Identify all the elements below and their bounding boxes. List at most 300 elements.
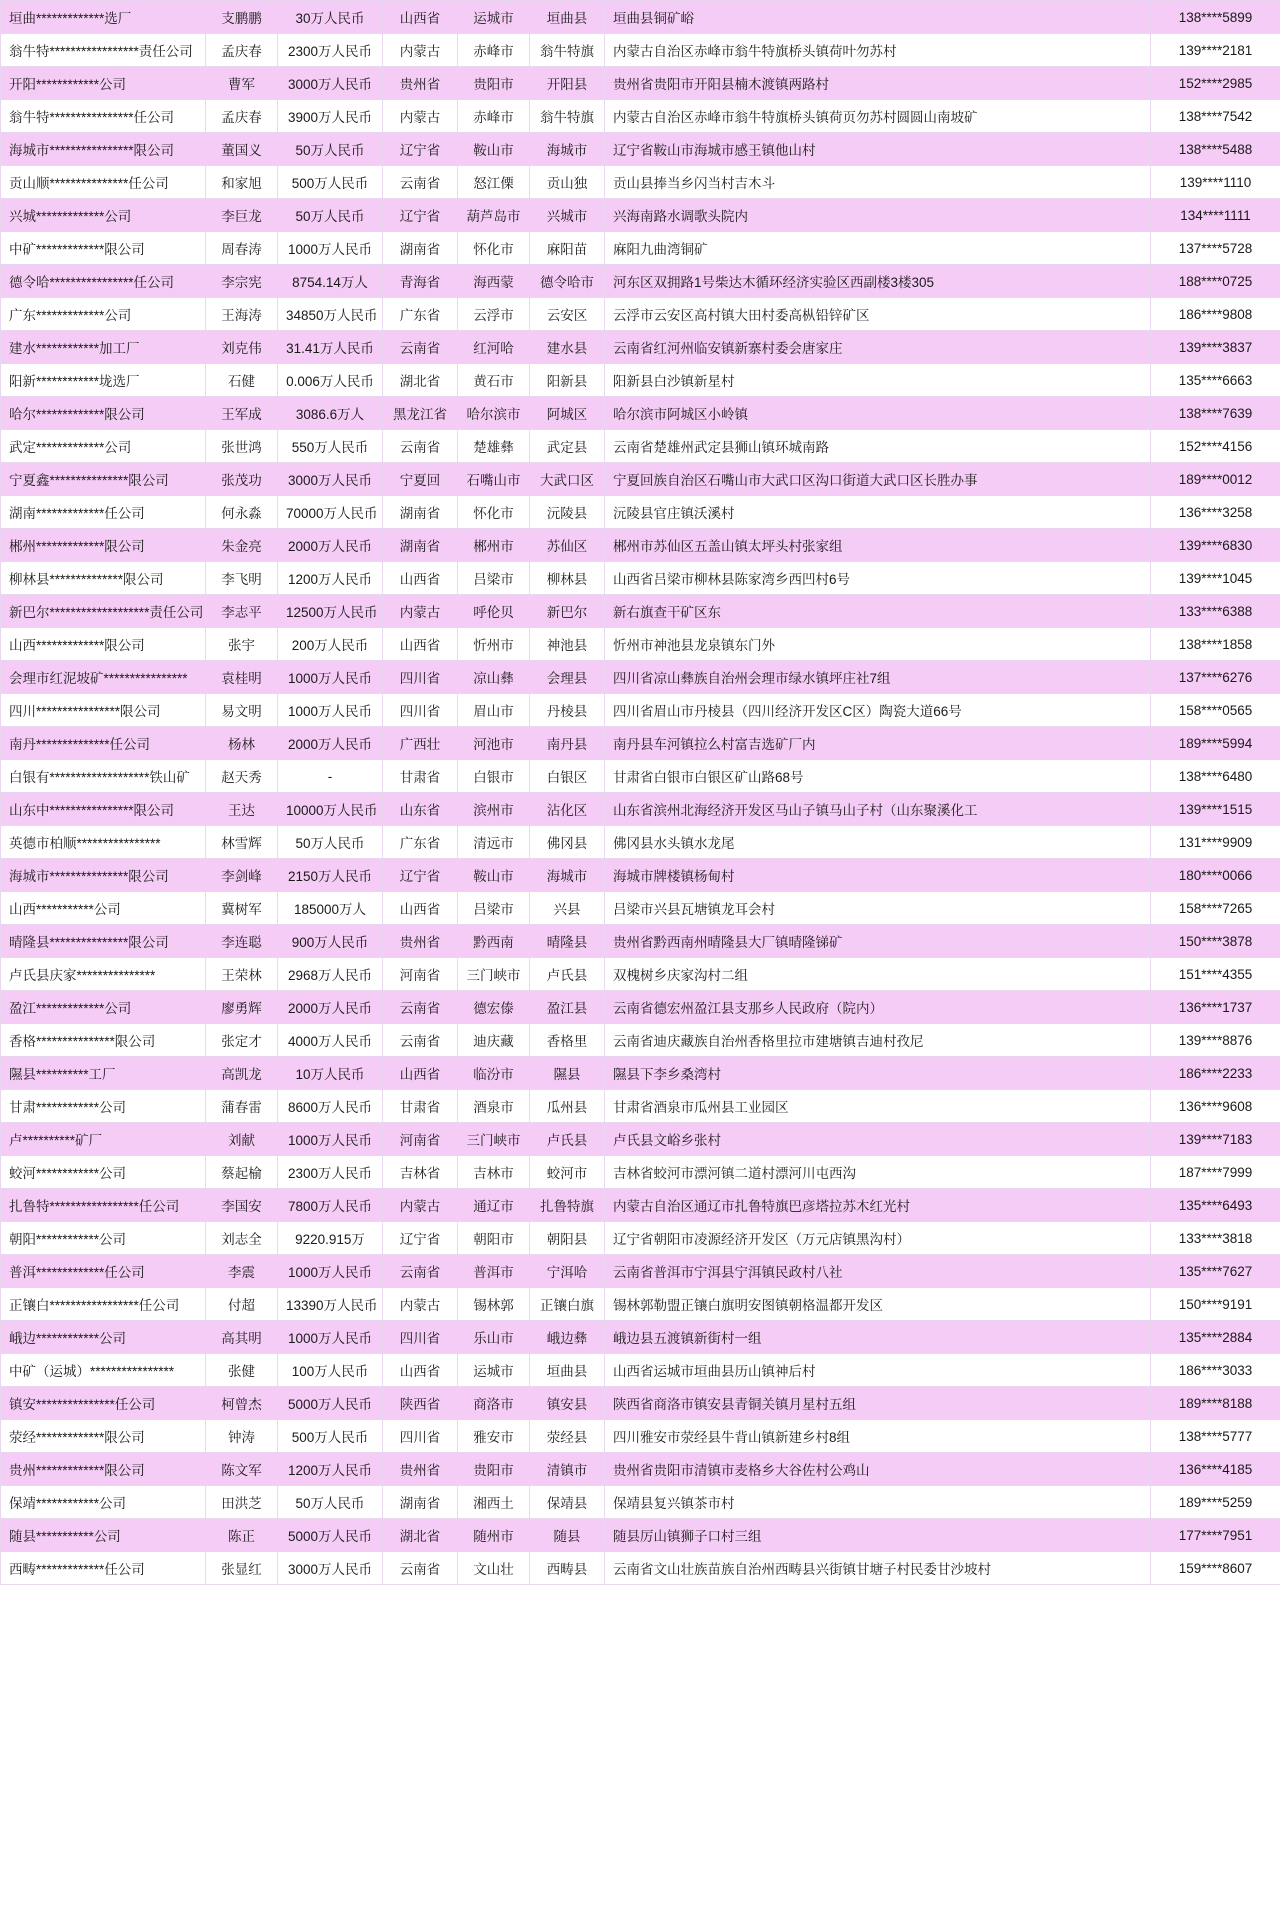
table-row (1, 1420, 1280, 1453)
table-row (1, 166, 1280, 199)
cell-capital: 50万人民币 (278, 133, 383, 166)
cell-province: 黑龙江省 (383, 397, 458, 430)
cell-address: 山东省滨州北海经济开发区马山子镇马山子村（山东聚溪化工 (605, 793, 1151, 826)
cell-province: 云南省 (383, 991, 458, 1024)
cell-province: 云南省 (383, 1552, 458, 1585)
cell-city: 德宏傣 (458, 991, 530, 1024)
cell-phone: 135****7627 (1151, 1255, 1280, 1288)
cell-province: 四川省 (383, 1321, 458, 1354)
cell-province: 河南省 (383, 1123, 458, 1156)
cell-city: 怒江傈 (458, 166, 530, 199)
cell-province: 云南省 (383, 1024, 458, 1057)
table-row (1, 67, 1280, 100)
cell-province: 山东省 (383, 793, 458, 826)
cell-capital: 70000万人民币 (278, 496, 383, 529)
cell-person: 王荣林 (206, 958, 278, 991)
cell-capital: 185000万人 (278, 892, 383, 925)
cell-province: 山西省 (383, 892, 458, 925)
cell-phone: 139****1045 (1151, 562, 1280, 595)
cell-city: 鞍山市 (458, 133, 530, 166)
cell-province: 贵州省 (383, 1453, 458, 1486)
cell-name: 扎鲁特*****************任公司 (1, 1189, 206, 1222)
cell-province: 青海省 (383, 265, 458, 298)
cell-county: 峨边彝 (530, 1321, 605, 1354)
cell-person: 冀树军 (206, 892, 278, 925)
cell-province: 宁夏回 (383, 463, 458, 496)
cell-address: 贡山县捧当乡闪当村吉木斗 (605, 166, 1151, 199)
cell-city: 吉林市 (458, 1156, 530, 1189)
cell-province: 云南省 (383, 166, 458, 199)
cell-name: 海城市****************限公司 (1, 133, 206, 166)
cell-province: 山西省 (383, 1354, 458, 1387)
cell-capital: 4000万人民币 (278, 1024, 383, 1057)
cell-province: 云南省 (383, 1255, 458, 1288)
cell-county: 翁牛特旗 (530, 34, 605, 67)
cell-capital: - (278, 760, 383, 793)
cell-capital: 2300万人民币 (278, 34, 383, 67)
cell-address: 吉林省蛟河市漂河镇二道村漂河川屯西沟 (605, 1156, 1151, 1189)
cell-person: 张世鸿 (206, 430, 278, 463)
cell-province: 山西省 (383, 1057, 458, 1090)
cell-city: 清远市 (458, 826, 530, 859)
cell-province: 贵州省 (383, 67, 458, 100)
cell-name: 建水************加工厂 (1, 331, 206, 364)
cell-name: 武定*************公司 (1, 430, 206, 463)
cell-capital: 8754.14万人 (278, 265, 383, 298)
cell-address: 内蒙古自治区通辽市扎鲁特旗巴彦塔拉苏木红光村 (605, 1189, 1151, 1222)
table-row (1, 859, 1280, 892)
cell-address: 随县厉山镇狮子口村三组 (605, 1519, 1151, 1552)
cell-address: 贵州省贵阳市清镇市麦格乡大谷佐村公鸡山 (605, 1453, 1151, 1486)
table-row (1, 298, 1280, 331)
cell-person: 刘克伟 (206, 331, 278, 364)
cell-person: 朱金亮 (206, 529, 278, 562)
cell-name: 贡山顺***************任公司 (1, 166, 206, 199)
table-row (1, 793, 1280, 826)
cell-city: 运城市 (458, 1354, 530, 1387)
cell-city: 滨州市 (458, 793, 530, 826)
table-row (1, 1453, 1280, 1486)
cell-capital: 31.41万人民币 (278, 331, 383, 364)
table-row (1, 232, 1280, 265)
table-row (1, 1387, 1280, 1420)
table-row (1, 1057, 1280, 1090)
cell-person: 何永淼 (206, 496, 278, 529)
cell-province: 辽宁省 (383, 199, 458, 232)
table-row (1, 133, 1280, 166)
cell-address: 四川省凉山彝族自治州会理市绿水镇坪庄社7组 (605, 661, 1151, 694)
cell-capital: 2000万人民币 (278, 727, 383, 760)
cell-address: 内蒙古自治区赤峰市翁牛特旗桥头镇荷页勿苏村圆圆山南坡矿 (605, 100, 1151, 133)
cell-city: 吕梁市 (458, 892, 530, 925)
cell-county: 兴县 (530, 892, 605, 925)
cell-name: 晴隆县***************限公司 (1, 925, 206, 958)
cell-name: 镇安***************任公司 (1, 1387, 206, 1420)
cell-address: 宁夏回族自治区石嘴山市大武口区沟口街道大武口区长胜办事 (605, 463, 1151, 496)
cell-capital: 10000万人民币 (278, 793, 383, 826)
cell-address: 云南省红河州临安镇新寨村委会唐家庄 (605, 331, 1151, 364)
cell-province: 湖南省 (383, 1486, 458, 1519)
cell-person: 陈文军 (206, 1453, 278, 1486)
cell-name: 新巴尔*******************责任公司 (1, 595, 206, 628)
cell-name: 德令哈****************任公司 (1, 265, 206, 298)
cell-name: 白银有*******************铁山矿 (1, 760, 206, 793)
cell-capital: 1000万人民币 (278, 694, 383, 727)
cell-province: 湖南省 (383, 232, 458, 265)
cell-county: 卢氏县 (530, 958, 605, 991)
cell-province: 辽宁省 (383, 859, 458, 892)
cell-county: 扎鲁特旗 (530, 1189, 605, 1222)
cell-address: 海城市牌楼镇杨甸村 (605, 859, 1151, 892)
cell-address: 云南省普洱市宁洱县宁洱镇民政村八社 (605, 1255, 1151, 1288)
cell-address: 贵州省贵阳市开阳县楠木渡镇两路村 (605, 67, 1151, 100)
cell-name: 卢**********矿厂 (1, 1123, 206, 1156)
cell-address: 阳新县白沙镇新星村 (605, 364, 1151, 397)
cell-province: 河南省 (383, 958, 458, 991)
table-row (1, 562, 1280, 595)
cell-person: 陈正 (206, 1519, 278, 1552)
cell-person: 高凯龙 (206, 1057, 278, 1090)
cell-person: 林雪辉 (206, 826, 278, 859)
cell-person: 柯曾杰 (206, 1387, 278, 1420)
cell-city: 赤峰市 (458, 34, 530, 67)
cell-name: 正镶白*****************任公司 (1, 1288, 206, 1321)
cell-capital: 5000万人民币 (278, 1519, 383, 1552)
cell-county: 沅陵县 (530, 496, 605, 529)
company-table-body (1, 1, 1280, 1585)
cell-county: 卢氏县 (530, 1123, 605, 1156)
cell-address: 四川雅安市荥经县牛背山镇新建乡村8组 (605, 1420, 1151, 1453)
cell-name: 垣曲*************选厂 (1, 1, 206, 34)
cell-name: 隰县**********工厂 (1, 1057, 206, 1090)
cell-province: 内蒙古 (383, 1288, 458, 1321)
cell-province: 山西省 (383, 562, 458, 595)
cell-address: 新右旗查干矿区东 (605, 595, 1151, 628)
table-row (1, 1090, 1280, 1123)
cell-county: 镇安县 (530, 1387, 605, 1420)
cell-person: 田洪芝 (206, 1486, 278, 1519)
cell-phone: 139****8876 (1151, 1024, 1280, 1057)
cell-name: 蛟河************公司 (1, 1156, 206, 1189)
cell-address: 云南省迪庆藏族自治州香格里拉市建塘镇吉迪村孜尼 (605, 1024, 1151, 1057)
cell-name: 贵州*************限公司 (1, 1453, 206, 1486)
cell-county: 云安区 (530, 298, 605, 331)
cell-capital: 50万人民币 (278, 199, 383, 232)
cell-province: 内蒙古 (383, 34, 458, 67)
cell-address: 云南省文山壮族苗族自治州西畴县兴街镇甘塘子村民委甘沙坡村 (605, 1552, 1151, 1585)
table-row (1, 463, 1280, 496)
cell-capital: 2968万人民币 (278, 958, 383, 991)
cell-address: 双槐树乡庆家沟村二组 (605, 958, 1151, 991)
cell-province: 吉林省 (383, 1156, 458, 1189)
cell-person: 蒲春雷 (206, 1090, 278, 1123)
cell-address: 隰县下李乡桑湾村 (605, 1057, 1151, 1090)
cell-person: 高其明 (206, 1321, 278, 1354)
cell-county: 丹棱县 (530, 694, 605, 727)
cell-person: 张定才 (206, 1024, 278, 1057)
cell-capital: 2000万人民币 (278, 991, 383, 1024)
cell-province: 四川省 (383, 694, 458, 727)
cell-county: 麻阳苗 (530, 232, 605, 265)
cell-city: 临汾市 (458, 1057, 530, 1090)
cell-county: 贡山独 (530, 166, 605, 199)
table-row (1, 529, 1280, 562)
cell-name: 宁夏鑫***************限公司 (1, 463, 206, 496)
cell-county: 正镶白旗 (530, 1288, 605, 1321)
cell-capital: 500万人民币 (278, 1420, 383, 1453)
cell-address: 麻阳九曲湾铜矿 (605, 232, 1151, 265)
cell-person: 曹军 (206, 67, 278, 100)
cell-city: 白银市 (458, 760, 530, 793)
cell-city: 哈尔滨市 (458, 397, 530, 430)
cell-city: 赤峰市 (458, 100, 530, 133)
cell-phone: 137****5728 (1151, 232, 1280, 265)
cell-person: 张显红 (206, 1552, 278, 1585)
cell-province: 广东省 (383, 298, 458, 331)
cell-city: 石嘴山市 (458, 463, 530, 496)
cell-name: 兴城*************公司 (1, 199, 206, 232)
cell-county: 保靖县 (530, 1486, 605, 1519)
table-row (1, 1288, 1280, 1321)
cell-person: 蔡起榆 (206, 1156, 278, 1189)
cell-person: 李剑峰 (206, 859, 278, 892)
cell-capital: 2000万人民币 (278, 529, 383, 562)
cell-county: 盈江县 (530, 991, 605, 1024)
cell-city: 贵阳市 (458, 1453, 530, 1486)
cell-address: 垣曲县铜矿峪 (605, 1, 1151, 34)
cell-person: 支鹏鹏 (206, 1, 278, 34)
cell-phone: 158****0565 (1151, 694, 1280, 727)
cell-address: 四川省眉山市丹棱县（四川经济开发区C区）陶瓷大道66号 (605, 694, 1151, 727)
cell-name: 阳新************垅选厂 (1, 364, 206, 397)
cell-name: 山东中****************限公司 (1, 793, 206, 826)
cell-phone: 139****7183 (1151, 1123, 1280, 1156)
table-row (1, 958, 1280, 991)
cell-phone: 188****0725 (1151, 265, 1280, 298)
cell-person: 孟庆春 (206, 34, 278, 67)
cell-phone: 138****1858 (1151, 628, 1280, 661)
table-row (1, 1354, 1280, 1387)
cell-person: 周春涛 (206, 232, 278, 265)
cell-city: 怀化市 (458, 496, 530, 529)
table-row (1, 1156, 1280, 1189)
cell-city: 三门峡市 (458, 958, 530, 991)
cell-county: 德令哈市 (530, 265, 605, 298)
cell-address: 哈尔滨市阿城区小岭镇 (605, 397, 1151, 430)
cell-person: 刘献 (206, 1123, 278, 1156)
cell-capital: 200万人民币 (278, 628, 383, 661)
cell-address: 山西省吕梁市柳林县陈家湾乡西凹村6号 (605, 562, 1151, 595)
cell-county: 香格里 (530, 1024, 605, 1057)
cell-county: 兴城市 (530, 199, 605, 232)
cell-capital: 1000万人民币 (278, 232, 383, 265)
cell-county: 会理县 (530, 661, 605, 694)
cell-province: 四川省 (383, 1420, 458, 1453)
cell-capital: 550万人民币 (278, 430, 383, 463)
cell-phone: 189****5994 (1151, 727, 1280, 760)
cell-address: 锡林郭勒盟正镶白旗明安图镇朝格温都开发区 (605, 1288, 1151, 1321)
cell-address: 甘肃省白银市白银区矿山路68号 (605, 760, 1151, 793)
cell-county: 南丹县 (530, 727, 605, 760)
table-row (1, 661, 1280, 694)
cell-name: 会理市红泥坡矿**************** (1, 661, 206, 694)
cell-city: 运城市 (458, 1, 530, 34)
cell-phone: 139****1110 (1151, 166, 1280, 199)
cell-phone: 139****6830 (1151, 529, 1280, 562)
cell-address: 云南省德宏州盈江县支那乡人民政府（院内） (605, 991, 1151, 1024)
cell-province: 广东省 (383, 826, 458, 859)
cell-city: 葫芦岛市 (458, 199, 530, 232)
cell-capital: 1000万人民币 (278, 1321, 383, 1354)
cell-city: 乐山市 (458, 1321, 530, 1354)
cell-capital: 1000万人民币 (278, 1123, 383, 1156)
cell-phone: 150****3878 (1151, 925, 1280, 958)
table-row (1, 760, 1280, 793)
cell-address: 吕梁市兴县瓦塘镇龙耳会村 (605, 892, 1151, 925)
cell-name: 普洱*************任公司 (1, 1255, 206, 1288)
table-row (1, 892, 1280, 925)
cell-name: 卢氏县庆家*************** (1, 958, 206, 991)
cell-county: 阳新县 (530, 364, 605, 397)
cell-phone: 151****4355 (1151, 958, 1280, 991)
cell-county: 西畴县 (530, 1552, 605, 1585)
cell-address: 南丹县车河镇拉么村富吉选矿厂内 (605, 727, 1151, 760)
cell-city: 吕梁市 (458, 562, 530, 595)
cell-county: 建水县 (530, 331, 605, 364)
cell-name: 中矿（运城）**************** (1, 1354, 206, 1387)
cell-name: 哈尔*************限公司 (1, 397, 206, 430)
cell-province: 陕西省 (383, 1387, 458, 1420)
cell-city: 怀化市 (458, 232, 530, 265)
cell-county: 宁洱哈 (530, 1255, 605, 1288)
cell-city: 黔西南 (458, 925, 530, 958)
cell-name: 翁牛特****************任公司 (1, 100, 206, 133)
cell-phone: 152****2985 (1151, 67, 1280, 100)
cell-province: 内蒙古 (383, 1189, 458, 1222)
cell-capital: 0.006万人民币 (278, 364, 383, 397)
cell-capital: 100万人民币 (278, 1354, 383, 1387)
table-row (1, 1552, 1280, 1585)
cell-city: 商洛市 (458, 1387, 530, 1420)
cell-name: 保靖************公司 (1, 1486, 206, 1519)
cell-province: 甘肃省 (383, 760, 458, 793)
cell-city: 普洱市 (458, 1255, 530, 1288)
cell-county: 柳林县 (530, 562, 605, 595)
cell-name: 开阳************公司 (1, 67, 206, 100)
cell-city: 贵阳市 (458, 67, 530, 100)
table-row (1, 1, 1280, 34)
cell-phone: 189****0012 (1151, 463, 1280, 496)
cell-person: 李飞明 (206, 562, 278, 595)
cell-name: 朝阳************公司 (1, 1222, 206, 1255)
cell-address: 忻州市神池县龙泉镇东门外 (605, 628, 1151, 661)
cell-capital: 3000万人民币 (278, 67, 383, 100)
cell-city: 郴州市 (458, 529, 530, 562)
table-row (1, 1123, 1280, 1156)
cell-province: 辽宁省 (383, 133, 458, 166)
table-row (1, 1024, 1280, 1057)
cell-name: 甘肃************公司 (1, 1090, 206, 1123)
cell-name: 海城市***************限公司 (1, 859, 206, 892)
table-row (1, 595, 1280, 628)
cell-capital: 3000万人民币 (278, 1552, 383, 1585)
cell-address: 佛冈县水头镇水龙尾 (605, 826, 1151, 859)
cell-person: 张健 (206, 1354, 278, 1387)
cell-capital: 900万人民币 (278, 925, 383, 958)
cell-city: 云浮市 (458, 298, 530, 331)
cell-city: 湘西土 (458, 1486, 530, 1519)
cell-person: 李巨龙 (206, 199, 278, 232)
cell-name: 翁牛特*****************责任公司 (1, 34, 206, 67)
cell-county: 随县 (530, 1519, 605, 1552)
cell-address: 卢氏县文峪乡张村 (605, 1123, 1151, 1156)
cell-person: 李宗宪 (206, 265, 278, 298)
cell-name: 南丹**************任公司 (1, 727, 206, 760)
cell-name: 郴州*************限公司 (1, 529, 206, 562)
cell-city: 锡林郭 (458, 1288, 530, 1321)
cell-county: 神池县 (530, 628, 605, 661)
cell-person: 赵天秀 (206, 760, 278, 793)
cell-capital: 12500万人民币 (278, 595, 383, 628)
cell-phone: 138****7639 (1151, 397, 1280, 430)
cell-person: 钟涛 (206, 1420, 278, 1453)
cell-name: 四川****************限公司 (1, 694, 206, 727)
cell-person: 付超 (206, 1288, 278, 1321)
cell-county: 清镇市 (530, 1453, 605, 1486)
cell-city: 红河哈 (458, 331, 530, 364)
cell-province: 甘肃省 (383, 1090, 458, 1123)
table-row (1, 925, 1280, 958)
cell-address: 沅陵县官庄镇沃溪村 (605, 496, 1151, 529)
cell-capital: 30万人民币 (278, 1, 383, 34)
cell-person: 李震 (206, 1255, 278, 1288)
cell-city: 朝阳市 (458, 1222, 530, 1255)
cell-person: 孟庆春 (206, 100, 278, 133)
cell-person: 王军成 (206, 397, 278, 430)
table-row (1, 1486, 1280, 1519)
cell-person: 张宇 (206, 628, 278, 661)
cell-phone: 139****1515 (1151, 793, 1280, 826)
cell-phone: 139****2181 (1151, 34, 1280, 67)
cell-city: 雅安市 (458, 1420, 530, 1453)
cell-phone: 177****7951 (1151, 1519, 1280, 1552)
cell-province: 山西省 (383, 628, 458, 661)
cell-county: 垣曲县 (530, 1354, 605, 1387)
cell-county: 蛟河市 (530, 1156, 605, 1189)
cell-county: 荥经县 (530, 1420, 605, 1453)
cell-capital: 3086.6万人 (278, 397, 383, 430)
cell-address: 保靖县复兴镇茶市村 (605, 1486, 1151, 1519)
cell-province: 四川省 (383, 661, 458, 694)
cell-province: 广西壮 (383, 727, 458, 760)
table-row (1, 331, 1280, 364)
cell-phone: 131****9909 (1151, 826, 1280, 859)
cell-capital: 34850万人民币 (278, 298, 383, 331)
cell-capital: 13390万人民币 (278, 1288, 383, 1321)
table-row (1, 991, 1280, 1024)
cell-phone: 138****5899 (1151, 1, 1280, 34)
cell-city: 文山壮 (458, 1552, 530, 1585)
cell-address: 甘肃省酒泉市瓜州县工业园区 (605, 1090, 1151, 1123)
cell-county: 佛冈县 (530, 826, 605, 859)
cell-phone: 135****6493 (1151, 1189, 1280, 1222)
cell-phone: 158****7265 (1151, 892, 1280, 925)
cell-city: 迪庆藏 (458, 1024, 530, 1057)
cell-phone: 159****8607 (1151, 1552, 1280, 1585)
cell-name: 山西*************限公司 (1, 628, 206, 661)
cell-person: 易文明 (206, 694, 278, 727)
cell-county: 隰县 (530, 1057, 605, 1090)
